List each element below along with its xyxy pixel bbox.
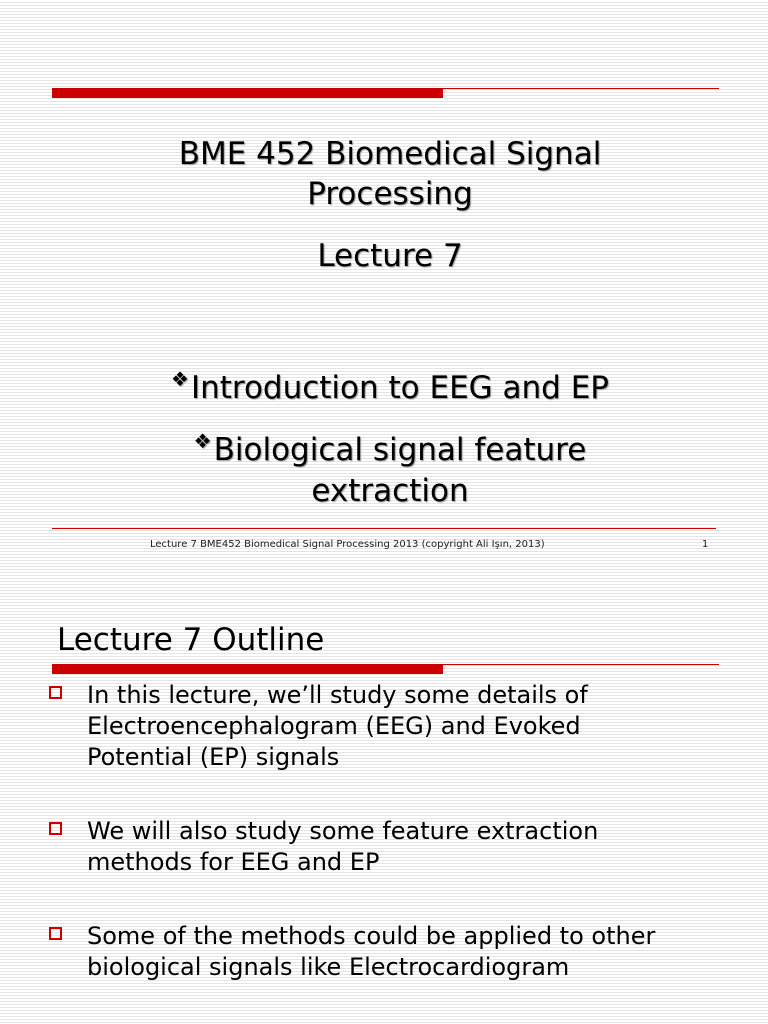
square-bullet-icon [49, 927, 62, 940]
diamond-bullet-icon: ❖ [193, 429, 212, 453]
square-bullet-icon [49, 686, 62, 699]
bullet-line: methods for EEG and EP [87, 848, 380, 876]
title-accent-line [443, 88, 719, 89]
slide-title-line-2: Processing [307, 176, 473, 212]
outline-accent-line [443, 664, 719, 665]
slide-title-line-1: BME 452 Biomedical Signal [178, 136, 602, 172]
diamond-bullet-icon: ❖ [171, 367, 189, 391]
outline-slide [0, 590, 768, 1024]
topic-item-text: Introduction to EEG and EP [190, 370, 609, 406]
footer-divider [52, 528, 716, 529]
bullet-line: We will also study some feature extraction [87, 817, 599, 845]
topic-item-text: Biological signal feature [213, 432, 587, 468]
topic-item [130, 421, 650, 512]
footer-text: Lecture 7 BME452 Biomedical Signal Processing 2013 (copyright Ali Işın, 2013) [150, 539, 545, 550]
outline-title: Lecture 7 Outline [57, 622, 325, 658]
square-bullet-icon [49, 822, 62, 835]
bullet-line: biological signals like Electrocardiogram [87, 953, 570, 981]
bullet-line: In this lecture, we’ll study some details of [87, 681, 588, 709]
topic-item-text-continued: extraction [311, 473, 469, 509]
page-number: 1 [702, 539, 709, 550]
topic-item [130, 359, 650, 409]
bullet-line: Potential (EP) signals [87, 743, 340, 771]
bullet-line: Some of the methods could be applied to other [87, 922, 656, 950]
outline-accent-bar [52, 664, 443, 674]
bullet-line: Electroencephalogram (EEG) and Evoked [87, 712, 581, 740]
lecture-number: Lecture 7 [317, 238, 463, 274]
slide-title [130, 134, 650, 214]
title-accent-bar [52, 88, 443, 98]
